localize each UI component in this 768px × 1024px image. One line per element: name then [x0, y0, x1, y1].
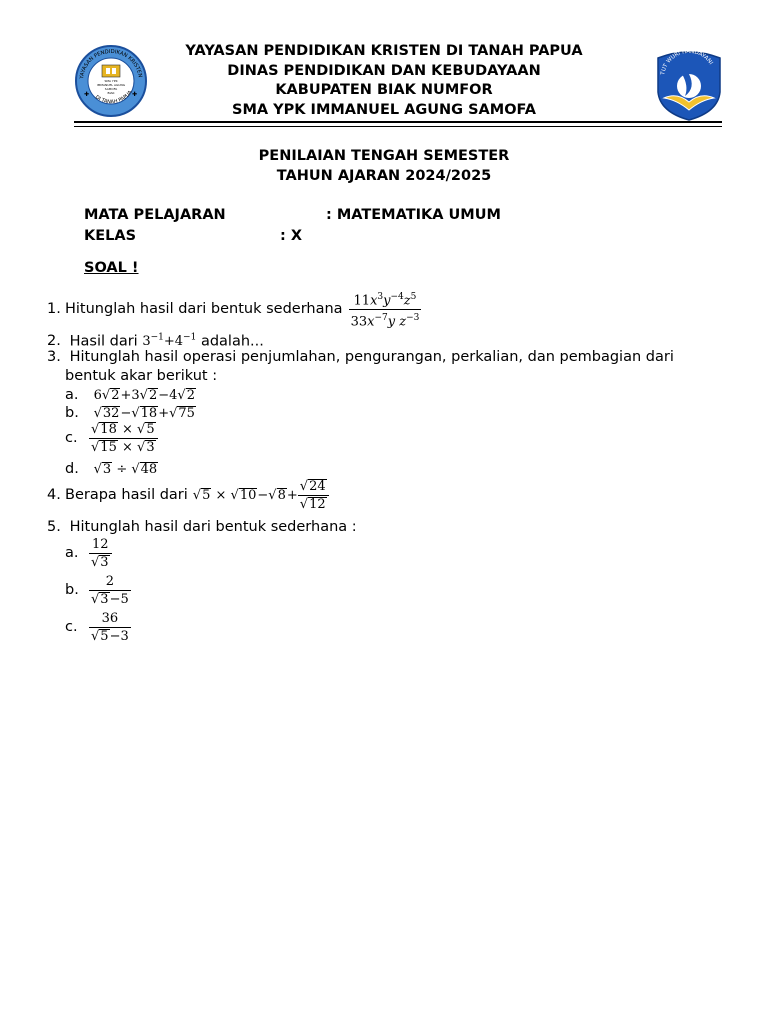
department-name: DINAS PENDIDIKAN DAN KEBUDAYAAN: [227, 62, 541, 79]
q3-option-a: a. 6 √ 2 +3 √ 2 −4 √ 2: [65, 387, 195, 403]
question-text: Hitunglah hasil dari bentuk sederhana :: [69, 519, 357, 535]
subject-label: MATA PELAJARAN: [84, 207, 226, 223]
tut-wuri-handayani-logo: [652, 48, 726, 122]
q5-option-b: b. 2 √ 3 −5: [65, 574, 129, 607]
question-text: Hitunglah hasil dari bentuk sederhana: [65, 301, 343, 318]
question-number: 5.: [47, 519, 61, 535]
svg-text:✚: ✚: [84, 91, 90, 98]
svg-text:YAYASAN PENDIDIKAN KRISTEN: YAYASAN PENDIDIKAN KRISTEN: [79, 48, 143, 80]
svg-text:BIAK: BIAK: [107, 91, 115, 95]
question-number: 3.: [47, 349, 61, 365]
question-number: 4.: [47, 487, 61, 503]
header-divider-thin: [74, 126, 722, 127]
question-3: [47, 348, 674, 367]
svg-text:DI TANAH PAPUA: DI TANAH PAPUA: [93, 89, 134, 106]
question-5: [47, 518, 357, 537]
exam-title-block: [150, 147, 618, 186]
svg-text:SMA YPK: SMA YPK: [104, 79, 118, 83]
question-4: 4. Berapa hasil dari √ 5 × √ 10 − √ 8 + √ 24 √ 12: [47, 479, 331, 512]
question-number: 2.: [47, 333, 61, 350]
question-number: 1.: [47, 301, 61, 318]
q3-option-d: d. √ 3 ÷ √ 48: [65, 461, 158, 477]
q2-expression: $3^{-1}+4^{-1}$: [142, 333, 197, 350]
q3-option-b: b. √ 32 − √ 18 + √ 75: [65, 405, 195, 421]
svg-text:✚: ✚: [132, 91, 138, 98]
school-name: SMA YPK IMMANUEL AGUNG SAMOFA: [232, 101, 536, 118]
svg-text:SAMOFA: SAMOFA: [104, 87, 118, 91]
svg-text:IMMANUEL AGUNG: IMMANUEL AGUNG: [96, 83, 126, 87]
q3-option-c: c. √ 18 × √ 5 √ 15 × √ 3: [65, 422, 160, 455]
school-logo: [74, 44, 148, 118]
question-text: Berapa hasil dari: [65, 487, 188, 503]
question-text: Hitunglah hasil operasi penjumlahan, pengurangan, perkalian, dan pembagian dari: [69, 349, 674, 365]
question-3-cont: bentuk akar berikut :: [65, 368, 218, 384]
question-text-end: adalah...: [200, 333, 264, 350]
q5-option-a: a. 12 √ 3: [65, 537, 114, 570]
soal-heading: SOAL !: [84, 260, 139, 276]
question-text: Hasil dari: [69, 333, 138, 350]
subject-value: : MATEMATIKA UMUM: [326, 207, 501, 223]
letterhead: [150, 42, 618, 120]
q1-fraction: $\frac{11x^3y^{-4}z^5}{33x^{-7}y z^{-3}}$: [350, 292, 420, 330]
exam-title: PENILAIAN TENGAH SEMESTER: [258, 148, 510, 164]
q5-option-c: c. 36 √ 5 −3: [65, 611, 129, 644]
question-1: [47, 290, 423, 330]
header-divider-thick: [74, 121, 722, 123]
exam-year: TAHUN AJARAN 2024/2025: [276, 167, 492, 184]
class-value: : X: [280, 228, 303, 244]
foundation-name: YAYASAN PENDIDIKAN KRISTEN DI TANAH PAPUA: [185, 43, 583, 59]
class-label: KELAS: [84, 228, 137, 244]
svg-text:TUT WURI HANDAYANI: TUT WURI HANDAYANI: [660, 48, 714, 76]
regency-name: KABUPATEN BIAK NUMFOR: [275, 82, 493, 98]
